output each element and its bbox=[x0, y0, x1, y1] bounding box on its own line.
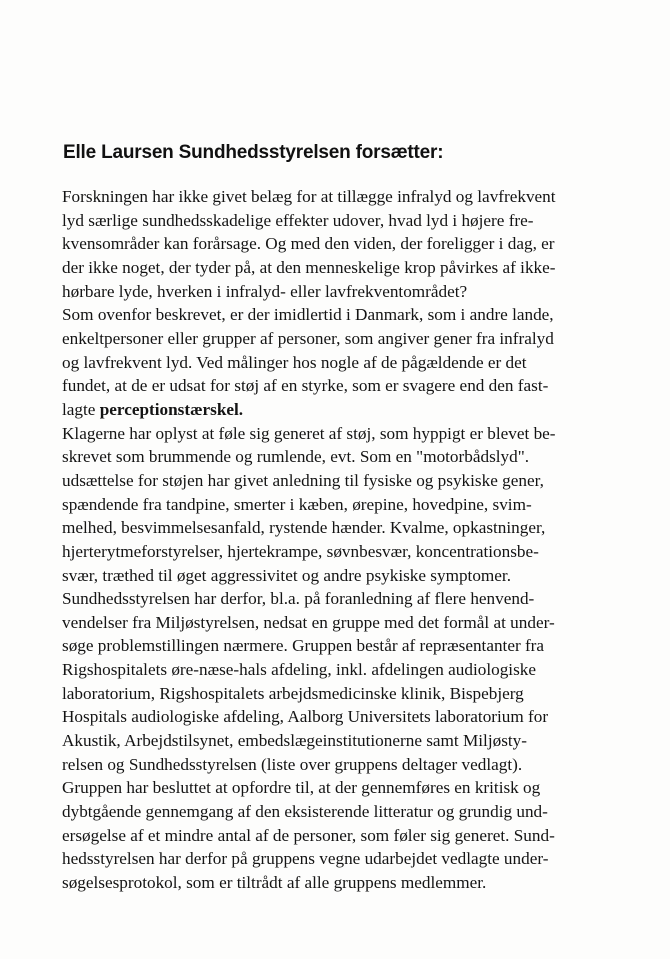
body-line: kvensområder kan forårsage. Og med den viden, der foreligger i dag, er bbox=[62, 234, 555, 254]
body-line: og lavfrekvent lyd. Ved målinger hos nogle af de pågældende er det bbox=[62, 352, 527, 372]
body-line: relsen og Sundhedsstyrelsen (liste over gruppens deltager vedlagt). bbox=[62, 754, 523, 774]
document-body bbox=[62, 185, 632, 895]
body-line: udsættelse for støjen har givet anledning til fysiske og psykiske gener, bbox=[62, 470, 544, 490]
body-line: Hospitals audiologiske afdeling, Aalborg Universitets laboratorium for bbox=[62, 707, 549, 727]
body-line: lyd særlige sundhedsskadelige effekter udover, hvad lyd i højere fre- bbox=[62, 210, 534, 230]
body-line-text: lagte bbox=[62, 399, 96, 419]
document-heading: Elle Laursen Sundhedsstyrelsen forsætter: bbox=[63, 142, 444, 163]
body-line: laboratorium, Rigshospitalets arbejdsmedicinske klinik, Bispebjerg bbox=[62, 683, 524, 703]
body-line: spændende fra tandpine, smerter i kæben, ørepine, hovedpine, svim- bbox=[62, 494, 532, 514]
body-line: der ikke noget, der tyder på, at den menneskelige krop påvirkes af ikke- bbox=[62, 257, 556, 277]
body-line: ersøgelse af et mindre antal af de personer, som føler sig generet. Sund- bbox=[62, 825, 555, 845]
body-line: svær, træthed til øget aggressivitet og andre psykiske symptomer. bbox=[62, 565, 511, 585]
body-line: Klagerne har oplyst at føle sig generet af støj, som hyppigt er blevet be- bbox=[62, 423, 556, 443]
body-line: hjerterytmeforstyrelser, hjertekrampe, søvnbesvær, koncentrationsbe- bbox=[62, 541, 539, 561]
body-line: dybtgående gennemgang af den eksisterende litteratur og grundig und- bbox=[62, 802, 548, 822]
perception-threshold-term: perceptionstærskel. bbox=[99, 399, 244, 419]
body-line: hørbare lyde, hverken i infralyd- eller lavfrekventområdet? bbox=[62, 281, 468, 301]
body-line: Sundhedsstyrelsen har derfor, bl.a. på foranledning af flere henvend- bbox=[62, 589, 535, 609]
body-line: hedsstyrelsen har derfor på gruppens vegne udarbejdet vedlagte under- bbox=[62, 849, 549, 869]
body-line: enkeltpersoner eller grupper af personer, som angiver gener fra infralyd bbox=[62, 328, 554, 348]
body-line: melhed, besvimmelsesanfald, rystende hænder. Kvalme, opkastninger, bbox=[62, 518, 546, 538]
body-line: Rigshospitalets øre-næse-hals afdeling, inkl. afdelingen audiologiske bbox=[62, 660, 536, 680]
body-line: Forskningen har ikke givet belæg for at tillægge infralyd og lavfrekvent bbox=[62, 187, 556, 206]
body-line: søgelsesprotokol, som er tiltrådt af alle gruppens medlemmer. bbox=[62, 873, 487, 893]
body-line: vendelser fra Miljøstyrelsen, nedsat en gruppe med det formål at under- bbox=[62, 612, 555, 632]
body-line: Gruppen har besluttet at opfordre til, at der gennemføres en kritisk og bbox=[62, 778, 541, 798]
body-line: søge problemstillingen nærmere. Gruppen består af repræsentanter fra bbox=[62, 636, 545, 656]
body-line bbox=[62, 398, 632, 422]
body-line: fundet, at de er udsat for støj af en styrke, som er svagere end den fast- bbox=[62, 376, 549, 396]
body-line: Akustik, Arbejdstilsynet, embedslægeinstitutionerne samt Miljøsty- bbox=[62, 731, 527, 751]
body-line: skrevet som brummende og rumlende, evt. Som en "motorbådslyd". bbox=[62, 447, 530, 467]
body-line: Som ovenfor beskrevet, er der imidlertid i Danmark, som i andre lande, bbox=[62, 305, 554, 325]
